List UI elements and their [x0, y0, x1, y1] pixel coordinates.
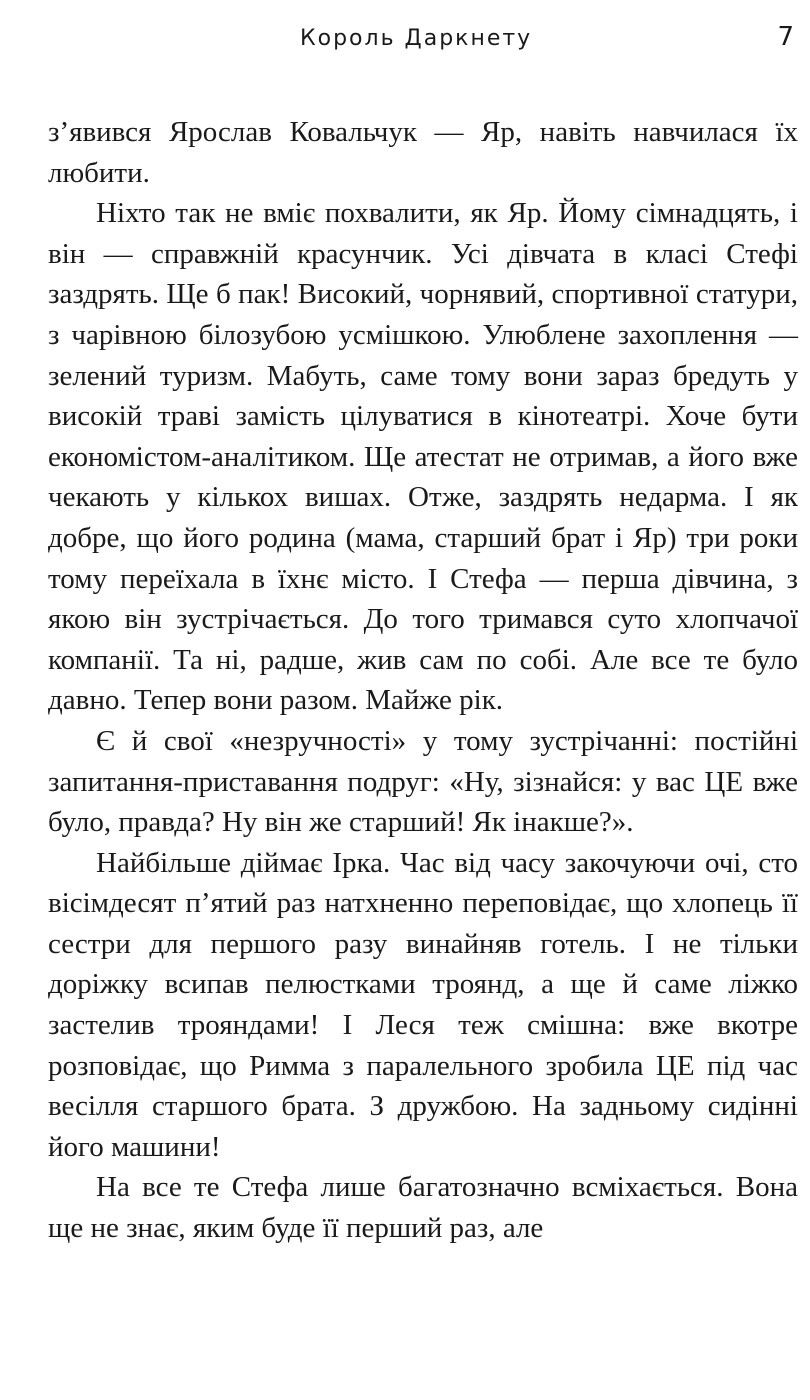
- paragraph: Найбільше діймає Ірка. Час від часу закочуючи очі, сто вісімдесят п’ятий раз натхненно переповідає, що хлопець її сестри для першого разу винайняв готель. І не тільки доріжку всипав пелюстками троянд, а ще й саме ліжко застелив трояндами! І Леся теж смішна: вже вкотре розповідає, що Римма з паралельного зробила ЦЕ під час весілля старшого брата. З дружбою. На задньому сидінні його машини!: [48, 846, 798, 1163]
- paragraph: Ніхто так не вміє похвалити, як Яр. Йому сімнадцять, і він — справжній красунчик. Усі дівчата в класі Стефі заздрять. Ще б пак! Високий, чорнявий, спортивної статури, з чарівною білозубою усмішкою. Улюблене захоплення — зелений туризм. Мабуть, саме тому вони зараз бредуть у високій траві замість цілуватися в кінотеатрі. Хоче бути економістом-аналітиком. Ще атестат не отримав, а його вже чекають у кількох вишах. Отже, заздрять недарма. І як добре, що його родина (мама, старший брат і Яр) три роки тому переїхала в їхнє місто. І Стефа — перша дівчина, з якою він зустрічається. До того тримався суто хлопчачої компанії. Та ні, радше, жив сам по собі. Але все те було давно. Тепер вони разом. Майже рік.: [48, 197, 798, 717]
- body-text: [48, 112, 798, 1249]
- page-header: [0, 22, 810, 62]
- paragraph: Є й свої «незручності» у тому зустрічанні: постійні запитання-приставання подруг: «Ну, зізнайся: у вас ЦЕ вже було, правда? Ну він же старший! Як інакше?».: [48, 724, 798, 839]
- paragraph: На все те Стефа лише багатозначно всміхається. Вона ще не знає, яким буде її перший раз, але: [48, 1171, 798, 1245]
- paragraph-continued: з’явився Ярослав Ковальчук — Яр, навіть навчилася їх любити.: [48, 116, 798, 189]
- page-number: 7: [777, 22, 796, 52]
- running-title: Король Даркнету: [300, 26, 533, 51]
